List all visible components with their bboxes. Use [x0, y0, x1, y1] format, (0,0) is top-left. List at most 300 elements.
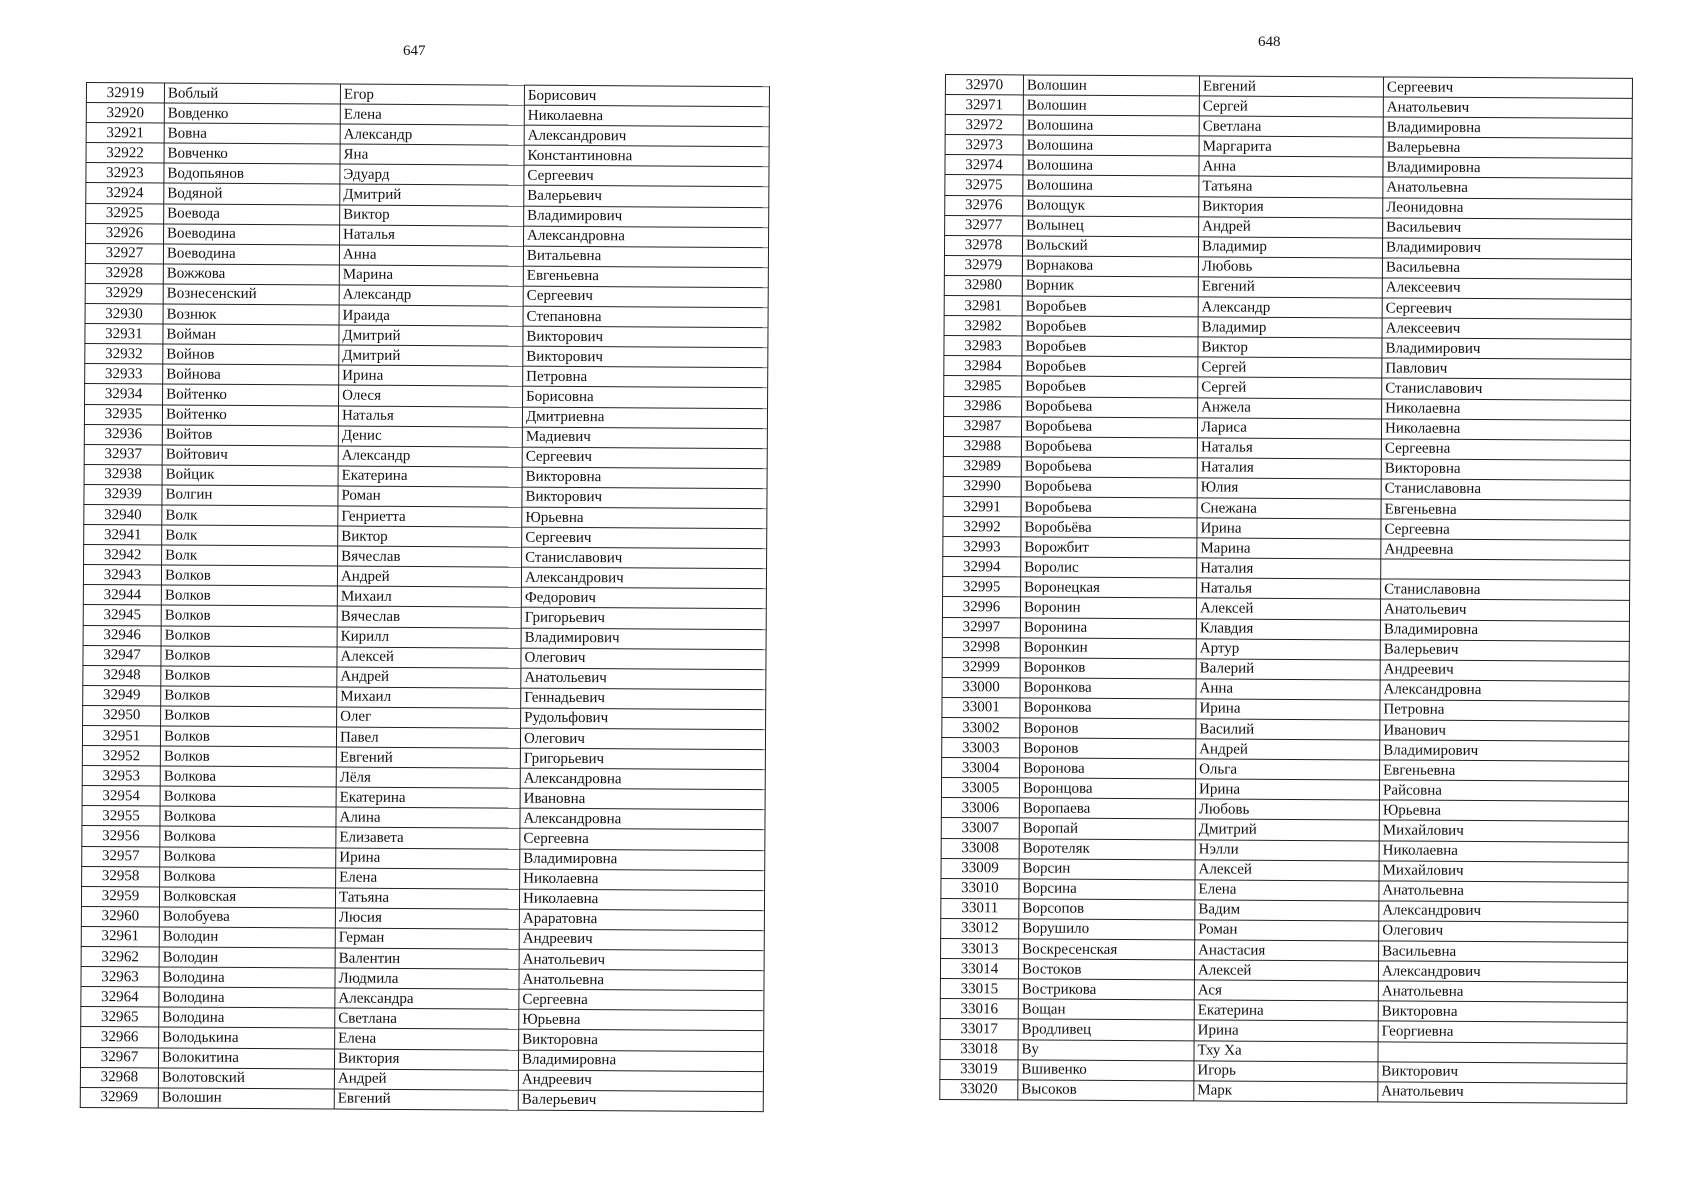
record-number-cell: 33015 [940, 979, 1018, 1000]
patronymic-cell: Евгеньевна [1381, 499, 1630, 520]
patronymic-cell: Владимирович [521, 628, 766, 650]
surname-cell: Волкова [160, 766, 336, 787]
surname-cell: Воронцова [1019, 778, 1195, 799]
first-name-cell: Андрей [337, 667, 521, 688]
surname-cell: Воронкова [1020, 678, 1196, 699]
surname-cell: Волотовский [158, 1068, 334, 1089]
record-number-cell: 32987 [943, 416, 1021, 437]
record-number-cell: 32919 [86, 83, 164, 104]
patronymic-cell: Станиславович [1382, 378, 1631, 399]
first-name-cell: Любовь [1198, 257, 1382, 278]
surname-cell: Волков [161, 565, 337, 586]
record-number-cell: 32936 [84, 424, 162, 445]
surname-cell: Воробьев [1022, 296, 1198, 317]
surname-cell: Волков [160, 746, 336, 767]
record-number-cell: 32968 [80, 1067, 158, 1088]
first-name-cell: Владимир [1198, 317, 1382, 338]
first-name-cell: Евгений [1199, 76, 1383, 97]
patronymic-cell: Райсовна [1379, 780, 1628, 801]
surname-cell: Воскресенская [1019, 939, 1195, 960]
first-name-cell: Сергей [1198, 357, 1382, 378]
record-number-cell: 32937 [84, 444, 162, 465]
page-number-left: 647 [403, 43, 426, 59]
patronymic-cell: Николаевна [520, 869, 765, 891]
record-number-cell: 32938 [84, 464, 162, 485]
patronymic-cell: Юрьевна [1379, 800, 1628, 821]
patronymic-cell: Сергеевна [520, 829, 765, 851]
first-name-cell: Ираида [339, 305, 523, 326]
patronymic-cell: Станиславович [522, 547, 767, 569]
patronymic-cell: Сергеевна [1381, 439, 1630, 460]
first-name-cell: Андрей [337, 566, 521, 587]
first-name-cell: Александра [335, 988, 519, 1009]
first-name-cell: Тху Ха [1194, 1040, 1378, 1061]
surname-cell: Войтенко [162, 404, 338, 425]
patronymic-cell: Олегович [1379, 921, 1628, 942]
patronymic-cell: Алексеевич [1382, 318, 1631, 339]
record-number-cell: 32924 [86, 183, 164, 204]
surname-cell: Волошина [1023, 115, 1199, 136]
first-name-cell: Людмила [335, 968, 519, 989]
record-number-cell: 32966 [81, 1027, 159, 1048]
first-name-cell: Наталья [338, 406, 522, 427]
patronymic-cell: Викторовна [1378, 1001, 1627, 1022]
first-name-cell: Наталья [1197, 438, 1381, 459]
surname-cell: Ву [1018, 1039, 1194, 1060]
surname-cell: Волошина [1023, 175, 1199, 196]
surname-cell: Вовна [164, 123, 340, 144]
first-name-cell: Маргарита [1199, 136, 1383, 157]
first-name-cell: Елена [1195, 880, 1379, 901]
surname-cell: Воробьева [1022, 396, 1198, 417]
record-number-cell: 32984 [944, 356, 1022, 377]
record-number-cell: 33012 [941, 918, 1019, 939]
surname-cell: Волкова [160, 826, 336, 847]
first-name-cell: Марина [1197, 538, 1381, 559]
surname-cell: Воротеляк [1019, 838, 1195, 859]
patronymic-cell: Александрович [1379, 901, 1628, 922]
record-number-cell: 32949 [83, 685, 161, 706]
patronymic-cell: Александрович [524, 125, 769, 147]
patronymic-cell: Анатольевич [1383, 97, 1632, 118]
patronymic-cell: Григорьевич [521, 608, 766, 630]
patronymic-cell: Васильевна [1382, 258, 1631, 279]
first-name-cell: Яна [340, 144, 524, 165]
patronymic-cell: Сергеевич [1382, 298, 1631, 319]
patronymic-cell: Александровна [524, 226, 769, 248]
first-name-cell: Ирина [1195, 779, 1379, 800]
first-name-cell: Дмитрий [340, 185, 524, 206]
record-number-cell: 32993 [943, 537, 1021, 558]
surname-cell: Воробьев [1022, 316, 1198, 337]
record-number-cell: 33016 [940, 999, 1018, 1020]
first-name-cell: Александр [340, 124, 524, 145]
record-number-cell: 32921 [86, 123, 164, 144]
record-number-cell: 32931 [85, 324, 163, 345]
surname-cell: Воробьев [1022, 336, 1198, 357]
surname-cell: Волобуева [159, 907, 335, 928]
patronymic-cell: Анатольевна [519, 969, 764, 991]
first-name-cell: Михаил [337, 586, 521, 607]
surname-cell: Воронов [1020, 738, 1196, 759]
record-number-cell: 33018 [940, 1039, 1018, 1060]
surname-cell: Волгин [162, 485, 338, 506]
record-number-cell: 32994 [943, 557, 1021, 578]
surname-cell: Волошин [1023, 75, 1199, 96]
first-name-cell: Снежана [1197, 498, 1381, 519]
surname-cell: Войцик [162, 465, 338, 486]
surname-cell: Ворушило [1019, 919, 1195, 940]
patronymic-cell: Петровна [1380, 700, 1629, 721]
first-name-cell: Сергей [1199, 96, 1383, 117]
patronymic-cell [1381, 559, 1630, 580]
first-name-cell: Ирина [1197, 518, 1381, 539]
first-name-cell: Егор [340, 84, 524, 105]
surname-cell: Воробьева [1021, 417, 1197, 438]
record-number-cell: 32996 [942, 597, 1020, 618]
patronymic-cell: Федорович [521, 588, 766, 610]
surname-cell: Воронов [1020, 718, 1196, 739]
record-number-cell: 32973 [945, 135, 1023, 156]
record-number-cell: 32960 [81, 906, 159, 927]
record-number-cell: 32971 [945, 95, 1023, 116]
record-number-cell: 32995 [943, 577, 1021, 598]
patronymic-cell: Геннадьевич [521, 688, 766, 710]
record-number-cell: 32932 [85, 344, 163, 365]
patronymic-cell [1378, 1041, 1627, 1062]
surname-cell: Воролис [1021, 557, 1197, 578]
patronymic-cell: Анатольевна [1378, 981, 1627, 1002]
patronymic-cell: Викторович [523, 346, 768, 368]
record-number-cell: 32975 [945, 175, 1023, 196]
record-number-cell: 32983 [944, 336, 1022, 357]
record-number-cell: 32948 [83, 665, 161, 686]
record-number-cell: 33007 [941, 818, 1019, 839]
patronymic-cell: Мадиевич [522, 427, 767, 449]
record-number-cell: 32946 [83, 625, 161, 646]
patronymic-cell: Михайлович [1379, 861, 1628, 882]
record-number-cell: 32991 [943, 496, 1021, 517]
first-name-cell: Виктор [338, 526, 522, 547]
surname-cell: Волков [161, 626, 337, 647]
surname-cell: Вознюк [163, 304, 339, 325]
record-number-cell: 32945 [83, 605, 161, 626]
first-name-cell: Андрей [334, 1069, 518, 1090]
surname-cell: Волков [161, 646, 337, 667]
first-name-cell: Вадим [1195, 900, 1379, 921]
first-name-cell: Олег [337, 707, 521, 728]
record-number-cell: 32922 [86, 143, 164, 164]
patronymic-cell: Андреевич [1380, 660, 1629, 681]
record-number-cell: 32957 [82, 846, 160, 867]
record-number-cell: 32972 [945, 115, 1023, 136]
first-name-cell: Андрей [1196, 739, 1380, 760]
record-number-cell: 32926 [86, 223, 164, 244]
first-name-cell: Дмитрий [339, 325, 523, 346]
record-number-cell: 32950 [83, 705, 161, 726]
surname-cell: Володин [159, 947, 335, 968]
surname-cell: Волынец [1023, 216, 1199, 237]
patronymic-cell: Анатольевич [1380, 599, 1629, 620]
first-name-cell: Сергей [1198, 377, 1382, 398]
record-number-cell: 33009 [941, 858, 1019, 879]
surname-cell: Волощук [1023, 195, 1199, 216]
first-name-cell: Анна [339, 245, 523, 266]
record-number-cell: 32962 [81, 947, 159, 968]
record-number-cell: 32982 [944, 316, 1022, 337]
surname-cell: Волкова [160, 786, 336, 807]
first-name-cell: Наталия [1197, 458, 1381, 479]
record-number-cell: 33013 [941, 939, 1019, 960]
patronymic-cell: Дмитриевна [522, 407, 767, 429]
record-number-cell: 33011 [941, 898, 1019, 919]
patronymic-cell: Юрьевна [522, 507, 767, 529]
surname-cell: Воблый [164, 83, 340, 104]
first-name-cell: Алексей [1196, 598, 1380, 619]
record-number-cell: 32965 [81, 1007, 159, 1028]
patronymic-cell: Николаевна [519, 889, 764, 911]
record-number-cell: 32970 [945, 75, 1023, 96]
patronymic-cell: Владимирович [1380, 740, 1629, 761]
record-number-cell: 32955 [82, 806, 160, 827]
first-name-cell: Александр [338, 446, 522, 467]
record-number-cell: 32952 [82, 746, 160, 767]
surname-cell: Войтов [162, 425, 338, 446]
record-number-cell: 32942 [84, 545, 162, 566]
surname-cell: Володькина [159, 1027, 335, 1048]
patronymic-cell: Владимировна [520, 849, 765, 871]
patronymic-cell: Владимировна [1383, 157, 1632, 178]
surname-cell: Волошин [1023, 95, 1199, 116]
patronymic-cell: Владимировна [518, 1050, 763, 1072]
patronymic-cell: Петровна [523, 366, 768, 388]
record-number-cell: 32961 [81, 926, 159, 947]
patronymic-cell: Александровна [1380, 680, 1629, 701]
first-name-cell: Екатерина [336, 787, 520, 808]
record-number-cell: 32998 [942, 637, 1020, 658]
patronymic-cell: Валерьевна [1383, 137, 1632, 158]
surname-cell: Володина [159, 1007, 335, 1028]
first-name-cell: Наталья [1197, 578, 1381, 599]
first-name-cell: Михаил [337, 687, 521, 708]
record-number-cell: 32967 [80, 1047, 158, 1068]
surname-cell: Волков [161, 605, 337, 626]
record-number-cell: 32954 [82, 786, 160, 807]
patronymic-cell: Степановна [523, 306, 768, 328]
surname-cell: Вострикова [1018, 979, 1194, 1000]
first-name-cell: Вячеслав [338, 546, 522, 567]
first-name-cell: Любовь [1195, 799, 1379, 820]
surname-cell: Воробьева [1021, 437, 1197, 458]
patronymic-cell: Андреевич [519, 929, 764, 951]
patronymic-cell: Валерьевич [518, 1090, 763, 1112]
first-name-cell: Елена [336, 868, 520, 889]
surname-cell: Ворсопов [1019, 899, 1195, 920]
record-number-cell: 32992 [943, 517, 1021, 538]
first-name-cell: Роман [1195, 920, 1379, 941]
patronymic-cell: Васильевич [1383, 218, 1632, 239]
first-name-cell: Ирина [336, 848, 520, 869]
patronymic-cell: Викторович [522, 487, 767, 509]
surname-cell: Вовденко [164, 103, 340, 124]
patronymic-cell: Рудольфович [521, 708, 766, 730]
record-number-cell: 32979 [944, 255, 1022, 276]
surname-cell: Воронкова [1020, 698, 1196, 719]
surname-cell: Войтович [162, 445, 338, 466]
first-name-cell: Олеся [339, 385, 523, 406]
first-name-cell: Евгений [336, 747, 520, 768]
patronymic-cell: Анатольевна [1379, 881, 1628, 902]
surname-cell: Волокитина [158, 1047, 334, 1068]
patronymic-cell: Сергеевна [1381, 519, 1630, 540]
record-number-cell: 32929 [85, 283, 163, 304]
surname-cell: Волошина [1023, 135, 1199, 156]
surname-cell: Вовченко [164, 143, 340, 164]
patronymic-cell: Сергеевич [522, 447, 767, 469]
patronymic-cell: Анатольевич [1378, 1082, 1627, 1103]
roster-table-right [939, 74, 1633, 1104]
first-name-cell: Валерий [1196, 659, 1380, 680]
patronymic-cell: Александрович [1378, 961, 1627, 982]
patronymic-cell: Сергеевна [519, 989, 764, 1011]
first-name-cell: Ирина [1196, 699, 1380, 720]
record-number-cell: 32976 [945, 195, 1023, 216]
first-name-cell: Татьяна [335, 888, 519, 909]
record-number-cell: 32997 [942, 617, 1020, 638]
surname-cell: Волк [162, 505, 338, 526]
first-name-cell: Светлана [335, 1008, 519, 1029]
surname-cell: Ворсин [1019, 859, 1195, 880]
patronymic-cell: Евгеньевна [1380, 760, 1629, 781]
surname-cell: Войман [163, 324, 339, 345]
patronymic-cell: Константиновна [524, 145, 769, 167]
first-name-cell: Валентин [335, 948, 519, 969]
record-number-cell: 32939 [84, 484, 162, 505]
record-number-cell: 32999 [942, 657, 1020, 678]
patronymic-cell: Николаевна [524, 105, 769, 127]
patronymic-cell: Сергеевич [522, 527, 767, 549]
first-name-cell: Денис [338, 426, 522, 447]
surname-cell: Воеводина [163, 244, 339, 265]
record-number-cell: 32969 [80, 1087, 158, 1108]
surname-cell: Вожжова [163, 264, 339, 285]
surname-cell: Воронин [1020, 597, 1196, 618]
record-number-cell: 33006 [941, 798, 1019, 819]
patronymic-cell: Витальевна [523, 246, 768, 268]
record-number-cell: 32959 [81, 886, 159, 907]
record-number-cell: 33010 [941, 878, 1019, 899]
record-number-cell: 32978 [944, 235, 1022, 256]
first-name-cell: Артур [1196, 639, 1380, 660]
first-name-cell: Владимир [1198, 237, 1382, 258]
first-name-cell: Роман [338, 486, 522, 507]
patronymic-cell: Павлович [1382, 358, 1631, 379]
record-number-cell: 32935 [84, 404, 162, 425]
first-name-cell: Анастасия [1195, 940, 1379, 961]
patronymic-cell: Николаевна [1382, 398, 1631, 419]
first-name-cell: Лёля [336, 767, 520, 788]
patronymic-cell: Александрович [521, 567, 766, 589]
surname-cell: Волкова [160, 847, 336, 868]
patronymic-cell: Николаевна [1379, 840, 1628, 861]
surname-cell: Высоков [1018, 1080, 1194, 1101]
first-name-cell: Ирина [1194, 1020, 1378, 1041]
first-name-cell: Наталия [1197, 558, 1381, 579]
first-name-cell: Алина [336, 807, 520, 828]
surname-cell: Воеводина [164, 224, 340, 245]
record-number-cell: 33020 [940, 1079, 1018, 1100]
first-name-cell: Наталья [340, 225, 524, 246]
first-name-cell: Нэлли [1195, 839, 1379, 860]
surname-cell: Ворожбит [1021, 537, 1197, 558]
first-name-cell: Дмитрий [1195, 819, 1379, 840]
surname-cell: Володина [159, 967, 335, 988]
record-number-cell: 32934 [85, 384, 163, 405]
first-name-cell: Алексей [1195, 860, 1379, 881]
patronymic-cell: Викторовна [522, 467, 767, 489]
record-number-cell: 33019 [940, 1059, 1018, 1080]
first-name-cell: Андрей [1199, 217, 1383, 238]
first-name-cell: Виктор [1198, 337, 1382, 358]
record-number-cell: 32977 [945, 215, 1023, 236]
surname-cell: Вольский [1022, 236, 1198, 257]
first-name-cell: Дмитрий [339, 345, 523, 366]
patronymic-cell: Владимирович [1382, 238, 1631, 259]
table-row [80, 1087, 763, 1111]
surname-cell: Ворник [1022, 276, 1198, 297]
first-name-cell: Екатерина [1194, 1000, 1378, 1021]
patronymic-cell: Олегович [521, 648, 766, 670]
patronymic-cell: Михайлович [1379, 820, 1628, 841]
surname-cell: Володина [159, 987, 335, 1008]
patronymic-cell: Валерьевич [524, 186, 769, 208]
record-number-cell: 32925 [86, 203, 164, 224]
record-number-cell: 32988 [943, 436, 1021, 457]
patronymic-cell: Васильевна [1379, 941, 1628, 962]
first-name-cell: Вячеслав [337, 606, 521, 627]
record-number-cell: 32943 [83, 565, 161, 586]
record-number-cell: 32981 [944, 296, 1022, 317]
first-name-cell: Виктория [1199, 196, 1383, 217]
first-name-cell: Ирина [339, 365, 523, 386]
patronymic-cell: Сергеевич [1383, 77, 1632, 98]
patronymic-cell: Владимировна [1380, 619, 1629, 640]
record-number-cell: 32963 [81, 967, 159, 988]
surname-cell: Вознесенский [163, 284, 339, 305]
surname-cell: Волкова [160, 806, 336, 827]
record-number-cell: 32930 [85, 304, 163, 325]
surname-cell: Водяной [164, 183, 340, 204]
surname-cell: Волковская [159, 887, 335, 908]
first-name-cell: Евгений [1198, 277, 1382, 298]
patronymic-cell: Владимировна [1383, 117, 1632, 138]
patronymic-cell: Борисовна [523, 387, 768, 409]
first-name-cell: Виктория [334, 1049, 518, 1070]
patronymic-cell: Викторович [523, 326, 768, 348]
first-name-cell: Эдуард [340, 164, 524, 185]
surname-cell: Воробьева [1021, 457, 1197, 478]
record-number-cell: 32941 [84, 525, 162, 546]
surname-cell: Вощан [1018, 999, 1194, 1020]
patronymic-cell: Валерьевич [1380, 640, 1629, 661]
record-number-cell: 32989 [943, 456, 1021, 477]
patronymic-cell: Григорьевич [520, 748, 765, 770]
patronymic-cell: Анатольевна [1383, 177, 1632, 198]
patronymic-cell: Иванович [1380, 720, 1629, 741]
surname-cell: Войнов [163, 344, 339, 365]
first-name-cell: Герман [335, 928, 519, 949]
surname-cell: Войтенко [163, 384, 339, 405]
